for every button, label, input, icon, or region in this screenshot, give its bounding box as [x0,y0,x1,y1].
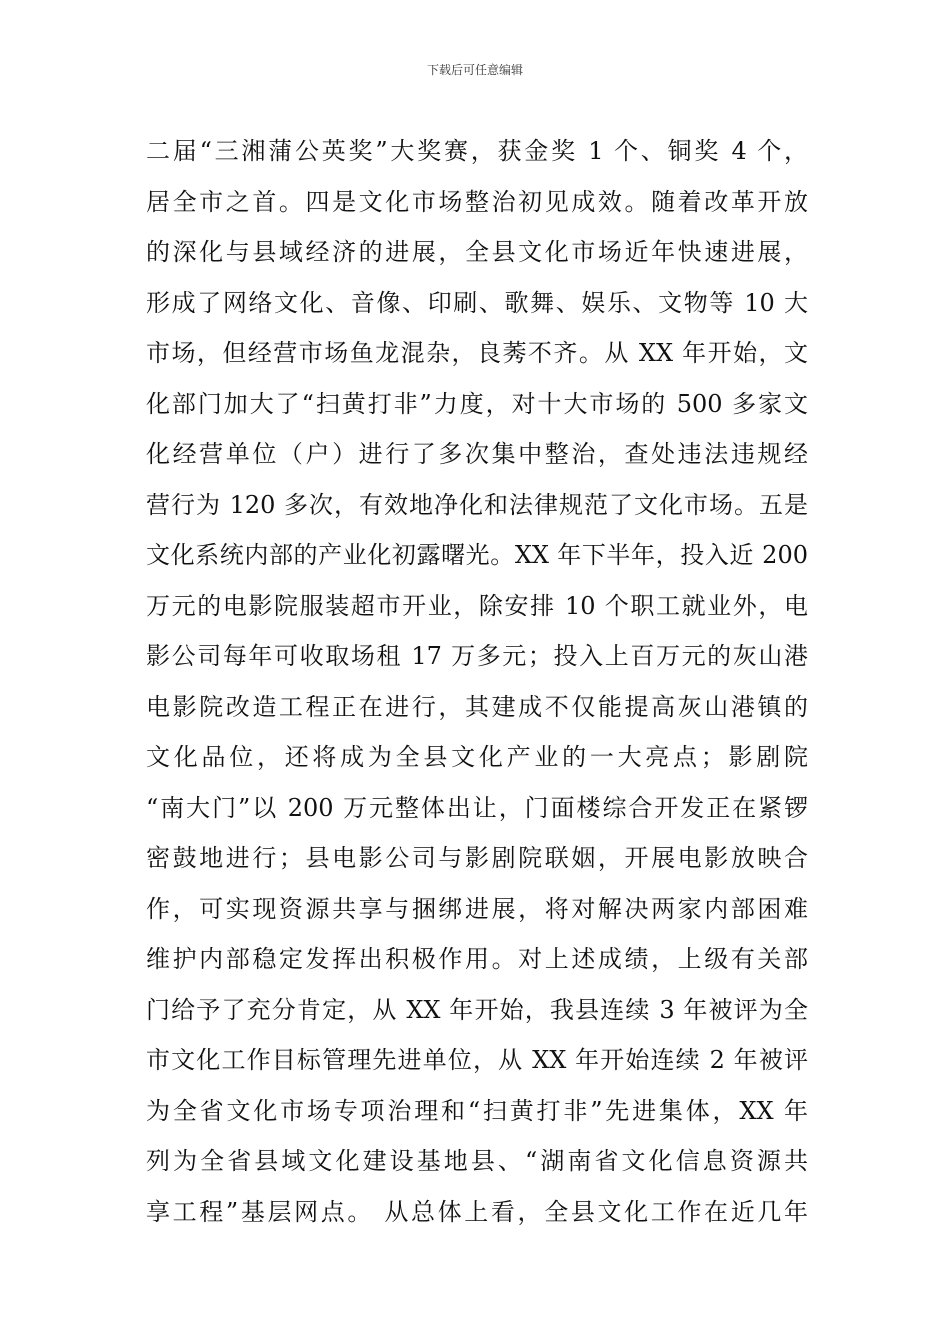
text-line: 享工程”基层网点。 从总体上看，全县文化工作在近几年 [146,1197,808,1226]
text-line: 作，可实现资源共享与捆绑进展，将对解决两家内部困难 [146,894,808,923]
text-line: 文化系统内部的产业化初露曙光。XX 年下半年，投入近 200 [146,541,808,569]
text-line: 化经营单位（户）进行了多次集中整治，查处违法违规经 [146,440,808,468]
text-line: 市场，但经营市场鱼龙混杂，良莠不齐。从 XX 年开始，文 [146,339,808,367]
page-header: 下载后可任意编辑 [426,63,523,77]
text-line: 形成了网络文化、音像、印刷、歌舞、娱乐、文物等 10 大 [146,288,808,317]
text-line: 化部门加大了“扫黄打非”力度，对十大市场的 500 多家文 [146,389,808,418]
text-line: 营行为 120 多次，有效地净化和法律规范了文化市场。五是 [146,490,808,519]
text-line: “南大门”以 200 万元整体出让，门面楼综合开发正在紧锣 [146,793,808,822]
text-line: 文化品位，还将成为全县文化产业的一大亮点；影剧院 [146,743,808,771]
text-line: 密鼓地进行；县电影公司与影剧院联姻，开展电影放映合 [146,844,808,872]
text-line: 门给予了充分肯定，从 XX 年开始，我县连续 3 年被评为全 [146,995,808,1024]
text-line: 市文化工作目标管理先进单位，从 XX 年开始连续 2 年被评 [146,1046,808,1074]
text-line: 维护内部稳定发挥出积极作用。对上述成绩，上级有关部 [146,945,808,973]
text-line: 列为全省县域文化建设基地县、“湖南省文化信息资源共 [146,1147,808,1175]
text-line: 影公司每年可收取场租 17 万多元；投入上百万元的灰山港 [146,642,808,670]
text-line: 电影院改造工程正在进行，其建成不仅能提高灰山港镇的 [146,692,808,721]
text-line: 万元的电影院服装超市开业，除安排 10 个职工就业外，电 [146,591,808,620]
body-paragraph [146,126,808,1237]
text-line: 居全市之首。四是文化市场整治初见成效。随着改革开放 [146,187,808,216]
text-line: 的深化与县域经济的进展，全县文化市场近年快速进展， [146,238,808,266]
text-line: 二届“三湘蒲公英奖”大奖赛，获金奖 1 个、铜奖 4 个， [146,137,808,165]
text-line: 为全省文化市场专项治理和“扫黄打非”先进集体，XX 年 [146,1096,808,1125]
